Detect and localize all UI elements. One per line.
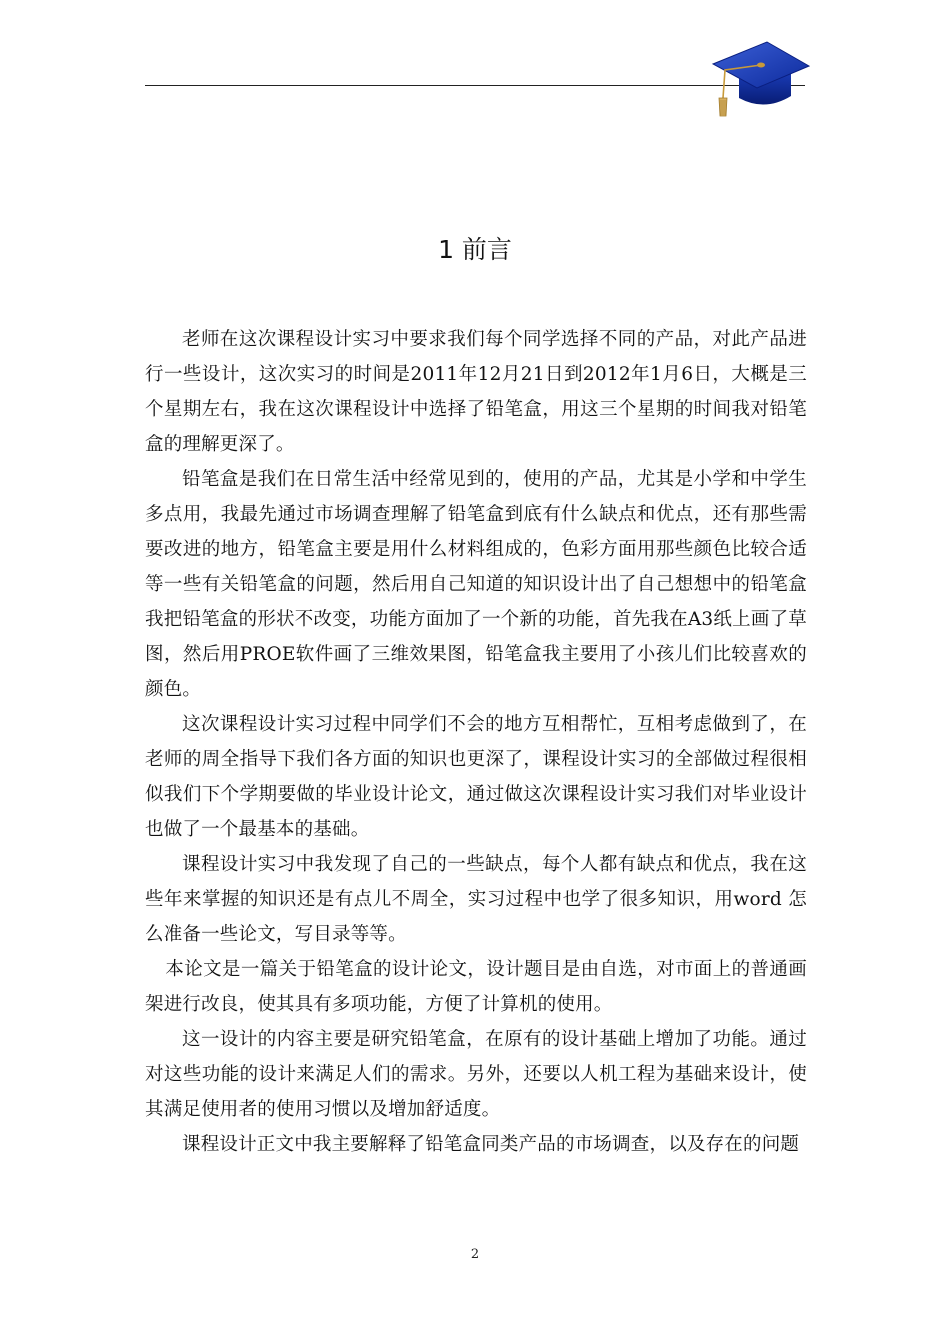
section-title: 1 前言 — [438, 235, 512, 264]
paragraph: 老师在这次课程设计实习中要求我们每个同学选择不同的产品，对此产品进行一些设计，这次实习的时间是2011年12月21日到2012年1月6日，大概是三个星期左右，我在这次课程设计中选择了铅笔盒，用这三个星期的时间我对铅笔盒的理解更深了。 — [145, 329, 807, 455]
graduation-cap-icon — [705, 36, 815, 126]
paragraph: 铅笔盒是我们在日常生活中经常见到的，使用的产品，尤其是小学和中学生多点用，我最先通过市场调查理解了铅笔盒到底有什么缺点和优点，还有那些需要改进的地方，铅笔盒主要是用什么材料组成的，色彩方面用那些颜色比较合适等一些有关铅笔盒的问题，然后用自己知道的知识设计出了自己想想中的铅笔盒我把铅笔盒的形状不改变，功能方面加了一个新的功能，首先我在A3纸上画了草图，然后用PROE软件画了三维效果图，铅笔盒我主要用了小孩儿们比较喜欢的颜色。 — [145, 469, 807, 700]
paragraph: 课程设计正文中我主要解释了铅笔盒同类产品的市场调查，以及存在的问题 — [182, 1134, 800, 1155]
paragraph: 这次课程设计实习过程中同学们不会的地方互相帮忙，互相考虑做到了，在老师的周全指导下我们各方面的知识也更深了，课程设计实习的全部做过程很相似我们下个学期要做的毕业设计论文，通过做这次课程设计实习我们对毕业设计也做了一个最基本的基础。 — [145, 714, 807, 840]
page-number: 2 — [470, 1247, 480, 1262]
paragraph: 本论文是一篇关于铅笔盒的设计论文，设计题目是由自选，对市面上的普通画架进行改良，使其具有多项功能，方便了计算机的使用。 — [145, 959, 807, 1015]
paragraph: 这一设计的内容主要是研究铅笔盒，在原有的设计基础上增加了功能。通过对这些功能的设计来满足人们的需求。另外，还要以人机工程为基础来设计，使其满足使用者的使用习惯以及增加舒适度。 — [145, 1029, 807, 1120]
paragraph: 课程设计实习中我发现了自己的一些缺点，每个人都有缺点和优点，我在这些年来掌握的知识还是有点儿不周全，实习过程中也学了很多知识，用word 怎么准备一些论文，写目录等等。 — [145, 854, 807, 945]
body-text — [145, 322, 807, 1162]
